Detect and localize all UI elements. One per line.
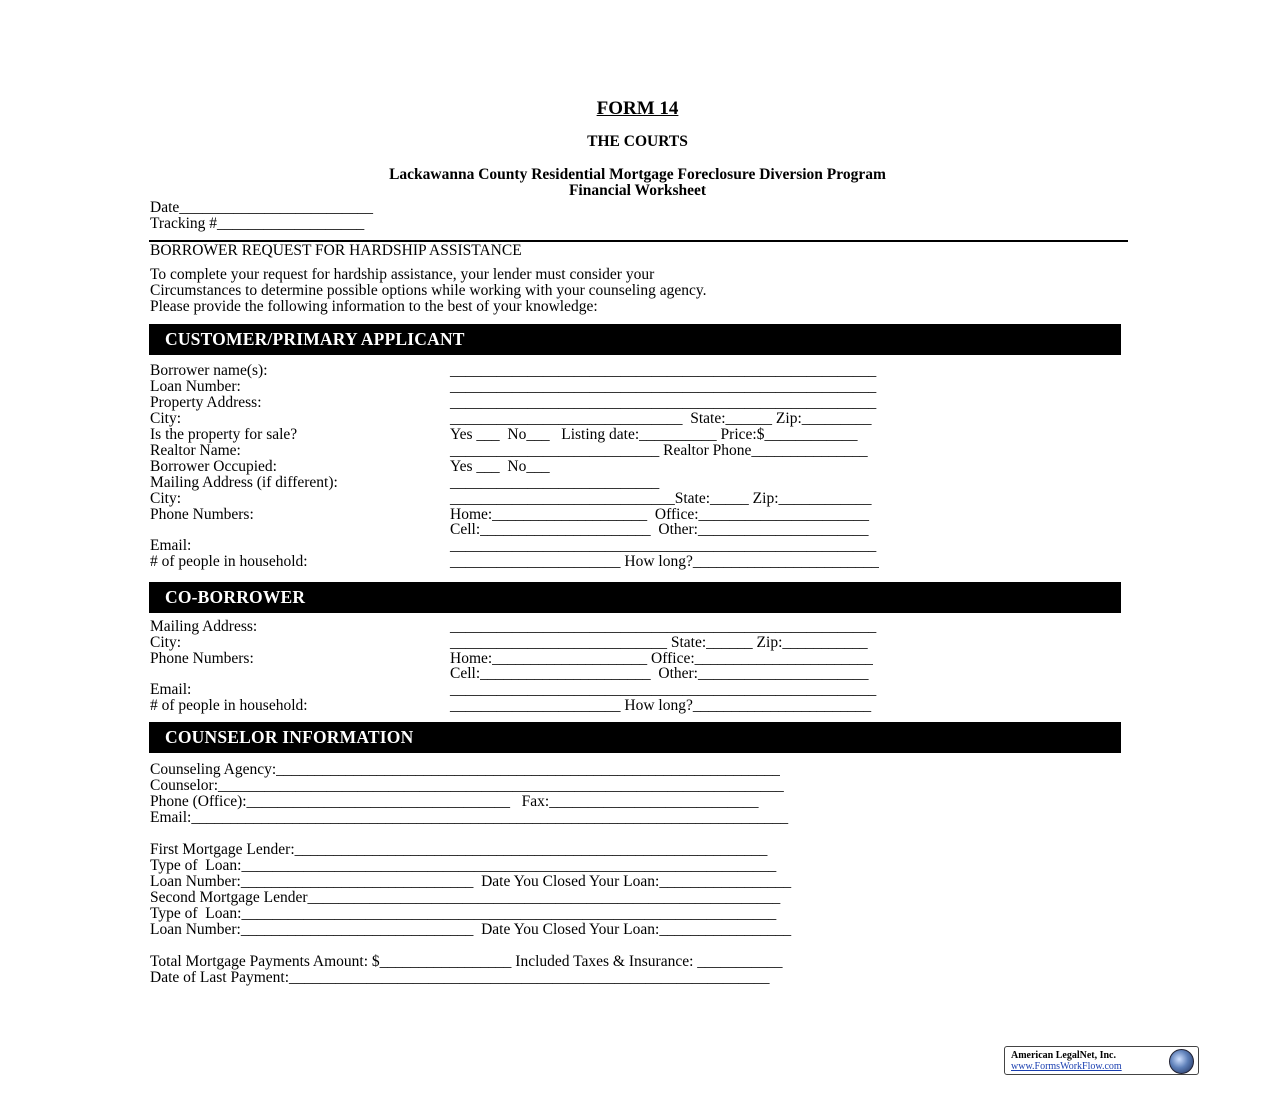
field-label: Borrower name(s): bbox=[150, 362, 268, 379]
first-loan-number-field[interactable]: Loan Number:______________________________ Date You Closed Your Loan:_________________ bbox=[150, 873, 792, 890]
globe-icon bbox=[1169, 1049, 1194, 1074]
co-household-field[interactable]: ______________________ How long?_______________________ bbox=[450, 697, 872, 714]
intro-paragraph-line: To complete your request for hardship assistance, your lender must consider your bbox=[150, 266, 655, 283]
phone-home-office-field[interactable]: Home:____________________ Office:______________________ bbox=[450, 506, 870, 523]
worksheet-title: Financial Worksheet bbox=[568, 182, 707, 199]
logo-url-link[interactable]: www.FormsWorkFlow.com bbox=[1011, 1061, 1122, 1072]
co-borrower-header: CO-BORROWER bbox=[149, 582, 1121, 613]
american-legalnet-logo[interactable] bbox=[1004, 1046, 1199, 1075]
property-address-field[interactable]: _______________________________________________________ bbox=[450, 394, 877, 411]
co-phone-cell-other-field[interactable]: Cell:______________________ Other:______________________ bbox=[450, 665, 869, 682]
program-title: Lackawanna County Residential Mortgage Foreclosure Diversion Program bbox=[389, 166, 886, 183]
mailing-city-field[interactable]: _____________________________State:_____ Zip:____________ bbox=[450, 490, 872, 507]
intro-paragraph-line: Please provide the following information to the best of your knowledge: bbox=[150, 298, 598, 315]
counselor-header: COUNSELOR INFORMATION bbox=[149, 722, 1121, 753]
field-label: Mailing Address: bbox=[150, 618, 258, 635]
city-state-zip-field[interactable]: ______________________________ State:______ Zip:_________ bbox=[450, 410, 872, 427]
second-lender-field[interactable]: Second Mortgage Lender_____________________________________________________________ bbox=[150, 889, 781, 906]
field-label: Mailing Address (if different): bbox=[150, 474, 338, 491]
field-label: Loan Number: bbox=[150, 378, 241, 395]
field-label: Phone Numbers: bbox=[150, 506, 254, 523]
field-label: # of people in household: bbox=[150, 697, 308, 714]
field-label: Borrower Occupied: bbox=[150, 458, 277, 475]
courts-heading: THE COURTS bbox=[587, 133, 688, 150]
counselor-email-field[interactable]: Email:_____________________________________________________________________________ bbox=[150, 809, 789, 826]
first-lender-field[interactable]: First Mortgage Lender:_____________________________________________________________ bbox=[150, 841, 768, 858]
tracking-field[interactable]: Tracking #___________________ bbox=[150, 215, 365, 232]
field-label: Phone Numbers: bbox=[150, 650, 254, 667]
form-title: FORM 14 bbox=[596, 98, 679, 119]
field-label: City: bbox=[150, 634, 182, 651]
phone-cell-other-field[interactable]: Cell:______________________ Other:______________________ bbox=[450, 521, 869, 538]
field-label: Email: bbox=[150, 537, 192, 554]
second-loan-type-field[interactable]: Type of Loan:_____________________________________________________________________ bbox=[150, 905, 777, 922]
field-label: # of people in household: bbox=[150, 553, 308, 570]
property-for-sale-field[interactable]: Yes ___ No___ Listing date:__________ Price:$____________ bbox=[450, 426, 858, 443]
borrower-name-field[interactable]: _______________________________________________________ bbox=[450, 362, 877, 379]
total-payments-field[interactable]: Total Mortgage Payments Amount: $_________________ Included Taxes & Insurance: ___________ bbox=[150, 953, 783, 970]
field-label: Realtor Name: bbox=[150, 442, 241, 459]
counselor-field[interactable]: Counselor:_________________________________________________________________________ bbox=[150, 777, 784, 794]
counselor-phone-fax-field[interactable]: Phone (Office):__________________________________ Fax:___________________________ bbox=[150, 793, 759, 810]
realtor-field[interactable]: ___________________________ Realtor Phone_______________ bbox=[450, 442, 868, 459]
last-payment-date-field[interactable]: Date of Last Payment:______________________________________________________________ bbox=[150, 969, 770, 986]
household-field[interactable]: ______________________ How long?________________________ bbox=[450, 553, 879, 570]
loan-number-field[interactable]: _______________________________________________________ bbox=[450, 378, 877, 395]
field-label: Is the property for sale? bbox=[150, 426, 298, 443]
intro-paragraph-line: Circumstances to determine possible options while working with your counseling agency. bbox=[150, 282, 707, 299]
field-label: Email: bbox=[150, 681, 192, 698]
field-label: City: bbox=[150, 410, 182, 427]
primary-applicant-header: CUSTOMER/PRIMARY APPLICANT bbox=[149, 324, 1121, 355]
logo-company-name: American LegalNet, Inc. bbox=[1011, 1050, 1116, 1061]
email-field[interactable]: _______________________________________________________ bbox=[450, 537, 877, 554]
mailing-address-field[interactable]: ___________________________ bbox=[450, 474, 660, 491]
hardship-heading: BORROWER REQUEST FOR HARDSHIP ASSISTANCE bbox=[150, 242, 522, 259]
second-loan-number-field[interactable]: Loan Number:______________________________ Date You Closed Your Loan:_________________ bbox=[150, 921, 792, 938]
first-loan-type-field[interactable]: Type of Loan:_____________________________________________________________________ bbox=[150, 857, 777, 874]
co-mailing-address-field[interactable]: _______________________________________________________ bbox=[450, 618, 877, 635]
counseling-agency-field[interactable]: Counseling Agency:_________________________________________________________________ bbox=[150, 761, 780, 778]
co-city-field[interactable]: ____________________________ State:______ Zip:___________ bbox=[450, 634, 868, 651]
borrower-occupied-field[interactable]: Yes ___ No___ bbox=[450, 458, 550, 475]
field-label: Property Address: bbox=[150, 394, 262, 411]
date-field[interactable]: Date_________________________ bbox=[150, 199, 374, 216]
field-label: City: bbox=[150, 490, 182, 507]
co-phone-home-office-field[interactable]: Home:____________________ Office:_______________________ bbox=[450, 650, 873, 667]
co-email-field[interactable]: _______________________________________________________ bbox=[450, 681, 877, 698]
